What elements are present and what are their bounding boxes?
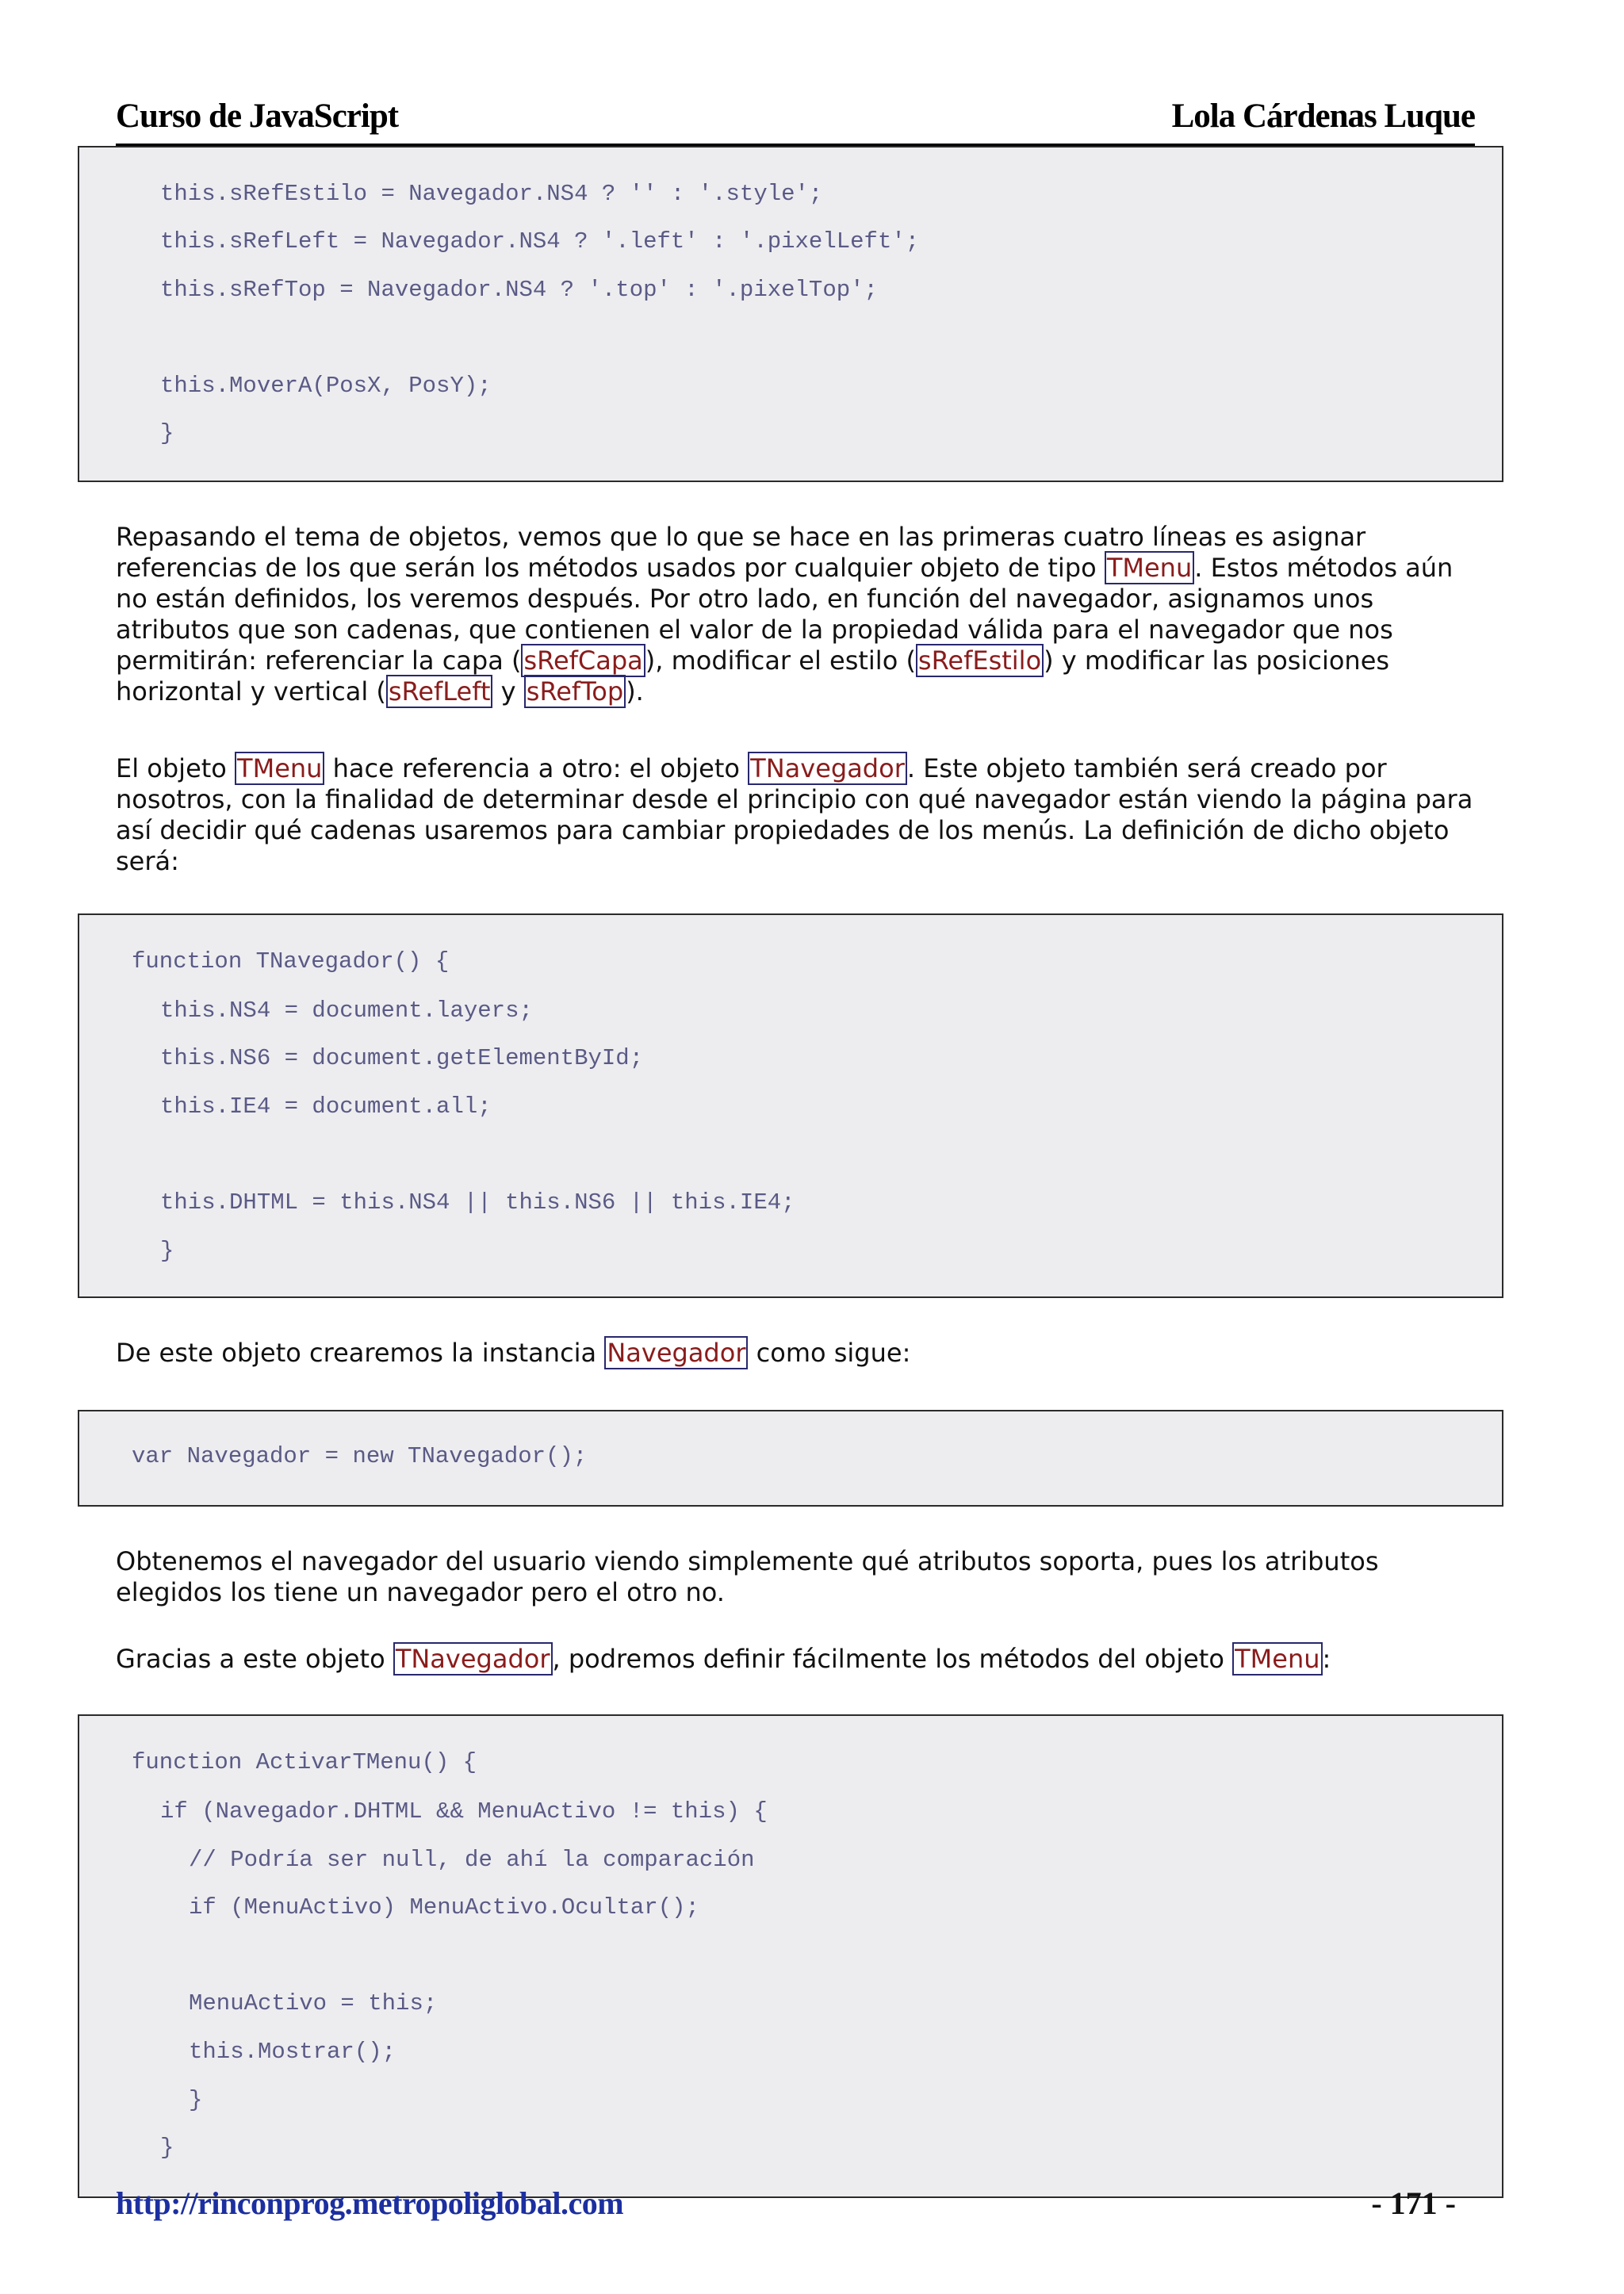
code-line: } — [189, 2087, 203, 2113]
paragraph-text: El objeto — [116, 753, 236, 783]
code-block-1 — [78, 146, 1503, 482]
code-line: } — [160, 2135, 174, 2161]
code-line: this.MoverA(PosX, PosY); — [160, 373, 492, 399]
code-line: } — [160, 420, 174, 446]
paragraph-text: De este objeto crearemos la instancia — [116, 1338, 605, 1368]
paragraph-text: y — [492, 676, 524, 707]
code-line: } — [160, 1238, 174, 1264]
code-line: this.NS6 = document.getElementById; — [160, 1045, 644, 1071]
code-line: this.Mostrar(); — [189, 2039, 396, 2065]
reference-navegador[interactable]: Navegador — [604, 1336, 748, 1369]
reference-srefestilo[interactable]: sRefEstilo — [916, 644, 1044, 677]
code-line: this.sRefTop = Navegador.NS4 ? '.top' : '.pixelTop'; — [160, 277, 878, 303]
code-line: this.sRefEstilo = Navegador.NS4 ? '' : '.style'; — [160, 181, 823, 207]
code-block-2 — [78, 913, 1503, 1298]
paragraph-1 — [116, 522, 1480, 707]
reference-srefleft[interactable]: sRefLeft — [386, 675, 493, 708]
reference-tmenu[interactable]: TMenu — [1232, 1642, 1322, 1676]
footer-url-link[interactable]: http://rinconprog.metropoliglobal.com — [116, 2185, 624, 2221]
author-name: Lola Cárdenas Luque — [1171, 98, 1475, 135]
code-line: function TNavegador() { — [132, 948, 450, 975]
paragraph-text: Obtenemos el navegador del usuario viendo simplemente qué atributos soporta, pues los atributos elegidos los tiene un navegador pero el otro no. — [116, 1546, 1379, 1607]
paragraph-text: . Este objeto también será creado por nosotros, con la finalidad de determinar desde el principio con qué navegador están viendo la página para así decidir qué cadenas usaremos para cambiar propiedades de los menús. La definición de dicho objeto será: — [116, 753, 1473, 876]
paragraph-text: hace referencia a otro: el objeto — [324, 753, 749, 783]
paragraph-text: ). — [626, 676, 644, 707]
reference-tmenu[interactable]: TMenu — [235, 752, 324, 785]
paragraph-3 — [116, 1338, 1480, 1369]
paragraph-text: . Estos métodos aún no están definidos, los veremos después. Por otro lado, en función del navegador, asignamos unos atributos que son cadenas, que contienen el valor de la propiedad válida para el navegador que nos permitirán: referenciar la capa ( — [116, 553, 1454, 676]
code-line: var Navegador = new TNavegador(); — [132, 1443, 588, 1469]
code-line: // Podría ser null, de ahí la comparación — [189, 1847, 755, 1873]
paragraph-4 — [116, 1546, 1480, 1608]
reference-sreftop[interactable]: sRefTop — [524, 675, 626, 708]
page-header — [116, 97, 1475, 141]
paragraph-text: , podremos definir fácilmente los métodos del objeto — [552, 1644, 1233, 1674]
code-line: this.IE4 = document.all; — [160, 1093, 492, 1120]
paragraph-text: : — [1322, 1644, 1331, 1674]
reference-tmenu[interactable]: TMenu — [1105, 551, 1194, 584]
code-line: function ActivarTMenu() { — [132, 1749, 477, 1775]
code-line: MenuActivo = this; — [189, 1990, 438, 2016]
code-line: if (MenuActivo) MenuActivo.Ocultar(); — [189, 1894, 699, 1921]
paragraph-text: ) y modificar las posiciones horizontal y vertical ( — [116, 645, 1390, 707]
page-number: - 171 - — [1371, 2185, 1456, 2221]
code-line: this.DHTML = this.NS4 || this.NS6 || this.IE4; — [160, 1189, 795, 1216]
code-block-3 — [78, 1410, 1503, 1507]
paragraph-text: Repasando el tema de objetos, vemos que lo que se hace en las primeras cuatro líneas es asignar referencias de los que serán los métodos usados por cualquier objeto de tipo — [116, 522, 1366, 583]
reference-tnavegador[interactable]: TNavegador — [393, 1642, 553, 1676]
reference-tnavegador[interactable]: TNavegador — [748, 752, 907, 785]
paragraph-text: ), modificar el estilo ( — [645, 645, 916, 676]
reference-srefcapa[interactable]: sRefCapa — [521, 644, 645, 677]
paragraph-text: Gracias a este objeto — [116, 1644, 393, 1674]
paragraph-text: como sigue: — [748, 1338, 911, 1368]
paragraph-5 — [116, 1644, 1480, 1675]
paragraph-2 — [116, 753, 1480, 877]
code-line: if (Navegador.DHTML && MenuActivo != this) { — [160, 1798, 768, 1825]
code-block-4 — [78, 1714, 1503, 2198]
course-title: Curso de JavaScript — [116, 98, 399, 135]
code-line: this.sRefLeft = Navegador.NS4 ? '.left' : '.pixelLeft'; — [160, 228, 920, 255]
code-line: this.NS4 = document.layers; — [160, 998, 533, 1024]
